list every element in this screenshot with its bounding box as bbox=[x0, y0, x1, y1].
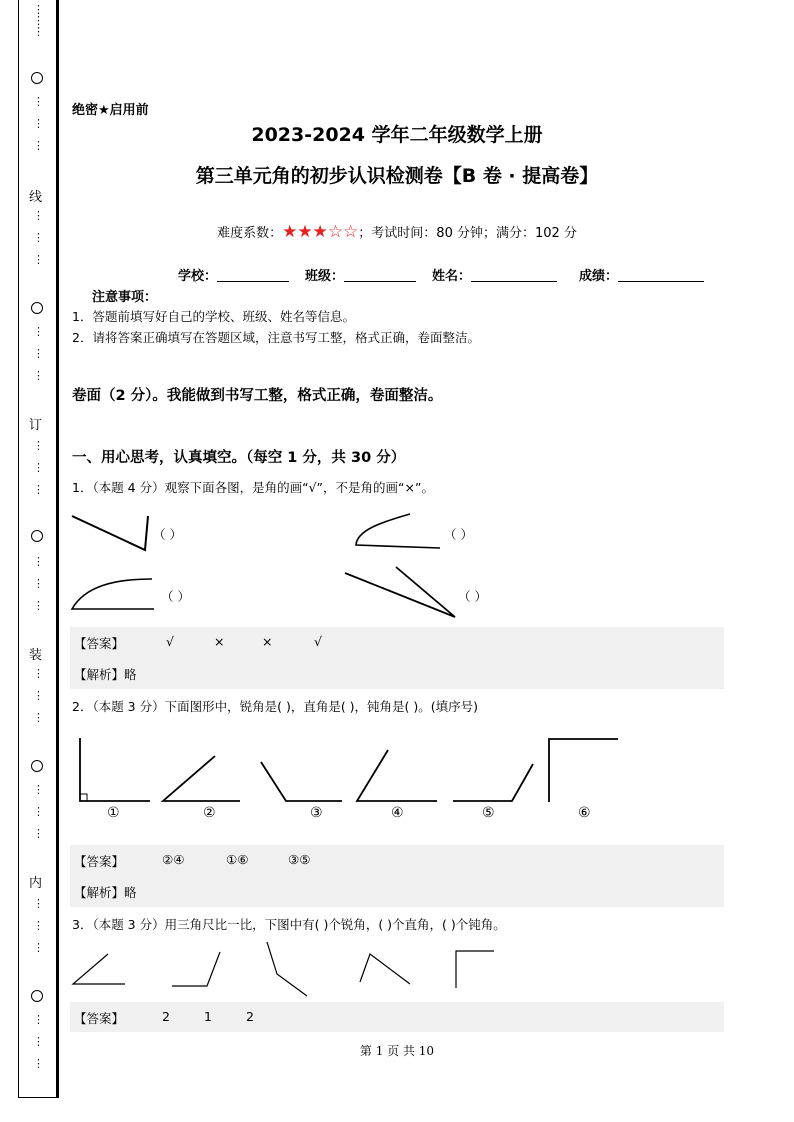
class-field[interactable] bbox=[305, 265, 416, 284]
page-footer: 第 1 页 共 10 bbox=[359, 1044, 435, 1058]
answer-value: × bbox=[262, 634, 273, 649]
answer-value: √ bbox=[166, 634, 174, 649]
dotted-line: ⋮ ⋮ ⋮ bbox=[33, 667, 44, 724]
answer-blank[interactable]: （ ） bbox=[444, 527, 473, 542]
answer-value: × bbox=[214, 634, 225, 649]
binding-ring bbox=[31, 72, 43, 84]
binding-ring bbox=[31, 990, 43, 1002]
secret-label: 绝密★启用前 bbox=[72, 103, 149, 118]
answer-value: 2 bbox=[162, 1009, 170, 1024]
dotted-line: ⋮ ⋮ ⋮ bbox=[33, 1013, 44, 1070]
name-label: 姓名： bbox=[432, 269, 472, 284]
dotted-line: ⋮ ⋮ ⋮ bbox=[33, 783, 44, 840]
figure-label: ② bbox=[203, 805, 216, 821]
figure-label: ① bbox=[107, 805, 120, 821]
dotted-line: ⋮ ⋮ ⋮ bbox=[33, 95, 44, 152]
star-filled-icon: ★★★ bbox=[282, 222, 328, 242]
exam-meta bbox=[0, 222, 794, 242]
answer-value: ③⑤ bbox=[288, 852, 311, 867]
figure-label: ③ bbox=[310, 805, 323, 821]
score-blank[interactable] bbox=[618, 267, 704, 282]
answer-label: 【答案】 bbox=[74, 636, 125, 651]
q3-figures bbox=[70, 940, 500, 1000]
class-label: 班级： bbox=[305, 269, 345, 284]
question-2-text: 2．（本题 3 分）下面图形中，锐角是( )，直角是( )，钝角是( )。(填序号) bbox=[72, 699, 479, 714]
binding-char-nei: 内 bbox=[29, 876, 43, 891]
school-label: 学校： bbox=[178, 269, 218, 284]
class-blank[interactable] bbox=[344, 267, 416, 282]
page-title: 2023-2024 学年二年级数学上册 bbox=[251, 124, 543, 146]
analysis-label: 【解析】略 bbox=[74, 667, 137, 682]
figure-label: ⑥ bbox=[578, 805, 591, 821]
notes-heading: 注意事项： bbox=[92, 290, 158, 305]
name-field[interactable] bbox=[432, 265, 557, 284]
answer-value: ①⑥ bbox=[226, 852, 249, 867]
answer-label: 【答案】 bbox=[74, 854, 125, 869]
answer-blank[interactable]: （ ） bbox=[458, 589, 487, 604]
dotted-line: ⋮ ⋮ ⋮ bbox=[33, 3, 44, 38]
exam-time-score: ；考试时间：80 分钟；满分：102 分 bbox=[358, 226, 577, 241]
page-subtitle: 第三单元角的初步认识检测卷【B 卷 · 提高卷】 bbox=[195, 165, 599, 187]
binding-ring bbox=[31, 530, 43, 542]
answer-value: 2 bbox=[246, 1009, 254, 1024]
dotted-line: ⋮ ⋮ ⋮ bbox=[33, 209, 44, 266]
q2-answer-box bbox=[70, 845, 724, 907]
binding-ring bbox=[31, 302, 43, 314]
dotted-line: ⋮ ⋮ ⋮ bbox=[33, 897, 44, 954]
dotted-line: ⋮ ⋮ ⋮ bbox=[33, 439, 44, 496]
neatness-statement: 卷面（2 分）。我能做到书写工整，格式正确，卷面整洁。 bbox=[72, 388, 443, 404]
note-item: 2．请将答案正确填写在答题区域，注意书写工整，格式正确，卷面整洁。 bbox=[72, 330, 480, 345]
q1-answer-box bbox=[70, 627, 724, 689]
binding-ring bbox=[31, 760, 43, 772]
score-field[interactable] bbox=[579, 265, 704, 284]
score-label: 成绩： bbox=[579, 269, 619, 284]
name-blank[interactable] bbox=[471, 267, 557, 282]
dotted-line: ⋮ ⋮ ⋮ bbox=[33, 325, 44, 382]
q1-figure-4 bbox=[343, 565, 459, 621]
note-item: 1．答题前填写好自己的学校、班级、姓名等信息。 bbox=[72, 309, 355, 324]
q1-figure-3 bbox=[70, 576, 160, 614]
difficulty-label: 难度系数： bbox=[217, 226, 283, 241]
figure-label: ④ bbox=[391, 805, 404, 821]
binding-char-zhuang: 装 bbox=[29, 648, 43, 663]
school-field[interactable] bbox=[178, 265, 289, 284]
question-1-text: 1．（本题 4 分）观察下面各图，是角的画“√”，不是角的画“×”。 bbox=[72, 480, 434, 495]
binding-char-xian: 线 bbox=[29, 190, 43, 205]
answer-label: 【答案】 bbox=[74, 1011, 125, 1026]
section-1-title: 一、用心思考，认真填空。（每空 1 分，共 30 分） bbox=[72, 450, 406, 466]
q1-figure-1 bbox=[70, 510, 160, 555]
answer-blank[interactable]: （ ） bbox=[161, 589, 190, 604]
answer-blank[interactable]: （ ） bbox=[153, 527, 182, 542]
answer-value: √ bbox=[314, 634, 322, 649]
q3-answer-box bbox=[70, 1002, 724, 1032]
figure-label: ⑤ bbox=[482, 805, 495, 821]
analysis-label: 【解析】略 bbox=[74, 885, 137, 900]
q1-figure-2 bbox=[352, 512, 447, 552]
binding-char-ding: 订 bbox=[29, 418, 43, 433]
dotted-line: ⋮ ⋮ ⋮ bbox=[33, 555, 44, 612]
q2-figures bbox=[70, 730, 630, 806]
answer-value: 1 bbox=[204, 1009, 212, 1024]
answer-value: ②④ bbox=[162, 852, 185, 867]
school-blank[interactable] bbox=[217, 267, 289, 282]
question-3-text: 3．（本题 3 分）用三角尺比一比，下图中有( )个锐角，( )个直角，( )个钝角。 bbox=[72, 917, 506, 932]
star-empty-icon: ☆☆ bbox=[327, 222, 359, 242]
